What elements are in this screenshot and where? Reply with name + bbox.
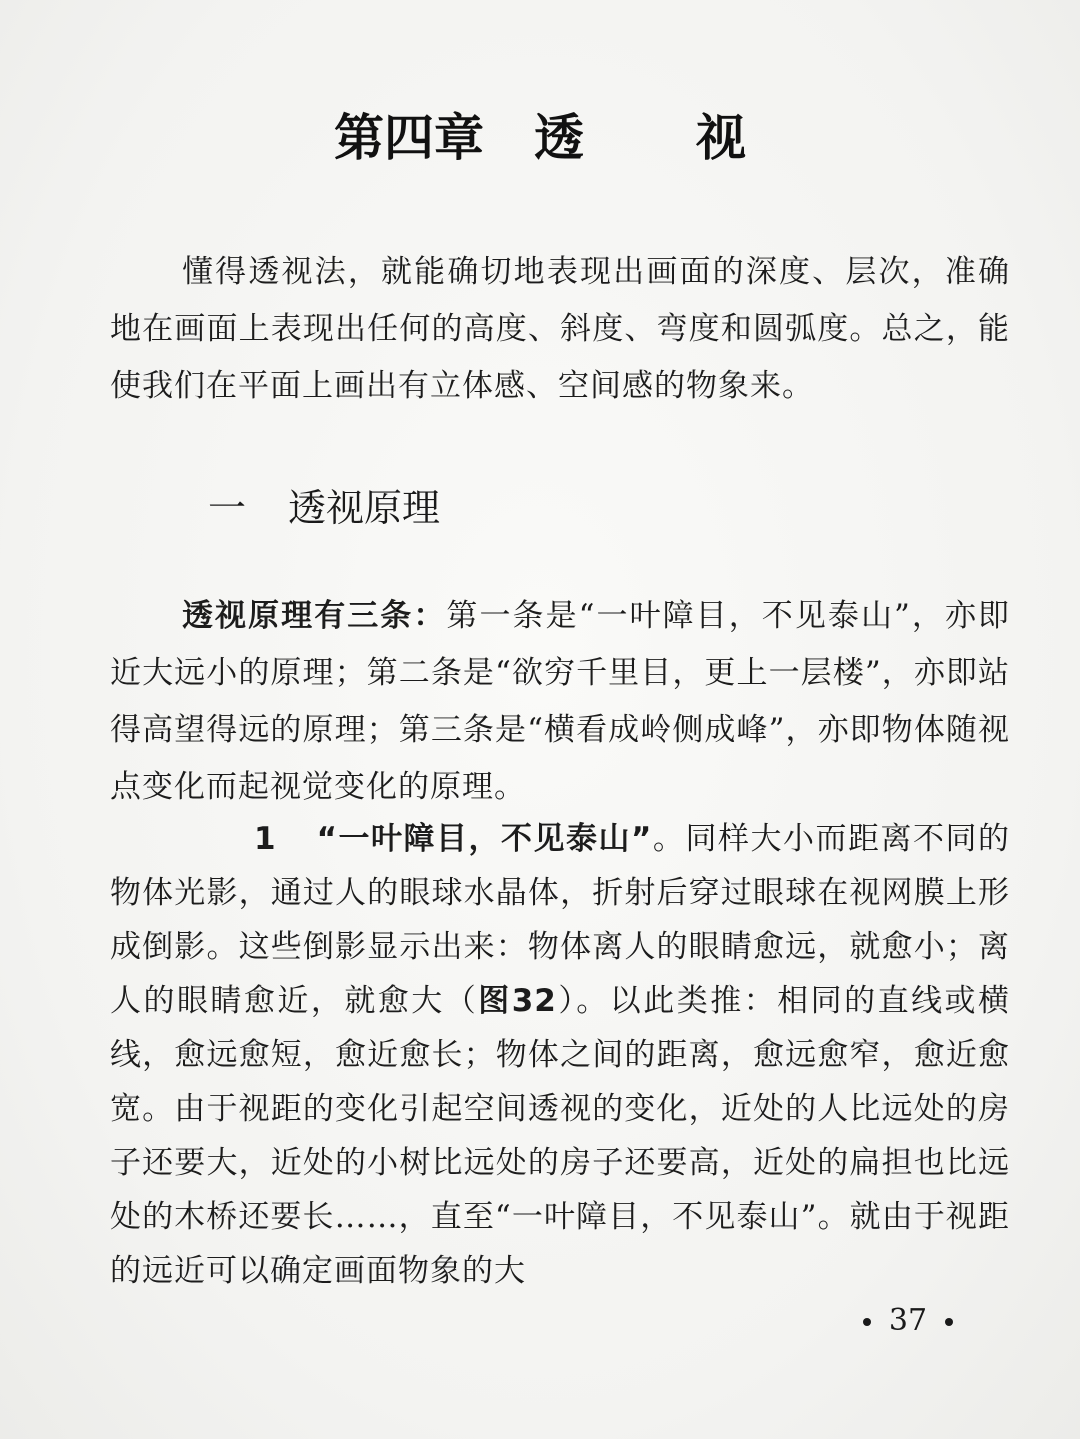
- point-1-paragraph: [110, 812, 1010, 1298]
- section-title: 透视原理: [288, 486, 441, 530]
- bullet-dot-right: [945, 1318, 953, 1326]
- principles-paragraph: [110, 588, 1010, 816]
- point-1-text-part-2: ）。以此类推：相同的直线或横线，愈远愈短，愈近愈长；物体之间的距离，愈远愈窄，愈近愈宽。由于视距的变化引起空间透视的变化，近处的人比远处的房子还要大，近处的小树比远处的房子还要高，近处的扁担也比远处的木桥还要长……，直至“一叶障目，不见泰山”。就由于视距的远近可以确定画面物象的大: [110, 983, 1011, 1289]
- principles-lead: 透视原理有三条：: [182, 598, 447, 634]
- section-heading: [208, 478, 440, 538]
- chapter-title-char-2: 视: [696, 109, 746, 167]
- point-1-number: 1: [254, 821, 277, 857]
- bullet-dot-left: [863, 1318, 871, 1326]
- page-number-value: 37: [888, 1303, 928, 1338]
- intro-paragraph: 懂得透视法，就能确切地表现出画面的深度、层次，准确地在画面上表现出任何的高度、斜度、弯度和圆弧度。总之，能使我们在平面上画出有立体感、空间感的物象来。: [110, 254, 1010, 404]
- chapter-title: [0, 98, 1080, 178]
- section-number: 一: [208, 486, 247, 530]
- figure-reference: 图32: [478, 983, 557, 1019]
- point-1-text-part-1: 。同样大小而距离不同的物体光影，通过人的眼球水晶体，折射后穿过眼球在视网膜上形成倒影。这些倒影显示出来：物体离人的眼睛愈远，就愈小；离人的眼睛愈近，就愈大（: [110, 821, 1011, 1019]
- chapter-number: 第四章: [334, 109, 484, 167]
- chapter-title-char-1: 透: [534, 109, 584, 167]
- point-1-heading: “一叶障目，不见泰山”: [316, 821, 653, 857]
- page-number: [838, 1296, 978, 1346]
- principles-body: 第一条是“一叶障目，不见泰山”，亦即近大远小的原理；第二条是“欲穷千里目，更上一层楼”，亦即站得高望得远的原理；第三条是“横看成岭侧成峰”，亦即物体随视点变化而起视觉变化的原理。: [110, 598, 1010, 805]
